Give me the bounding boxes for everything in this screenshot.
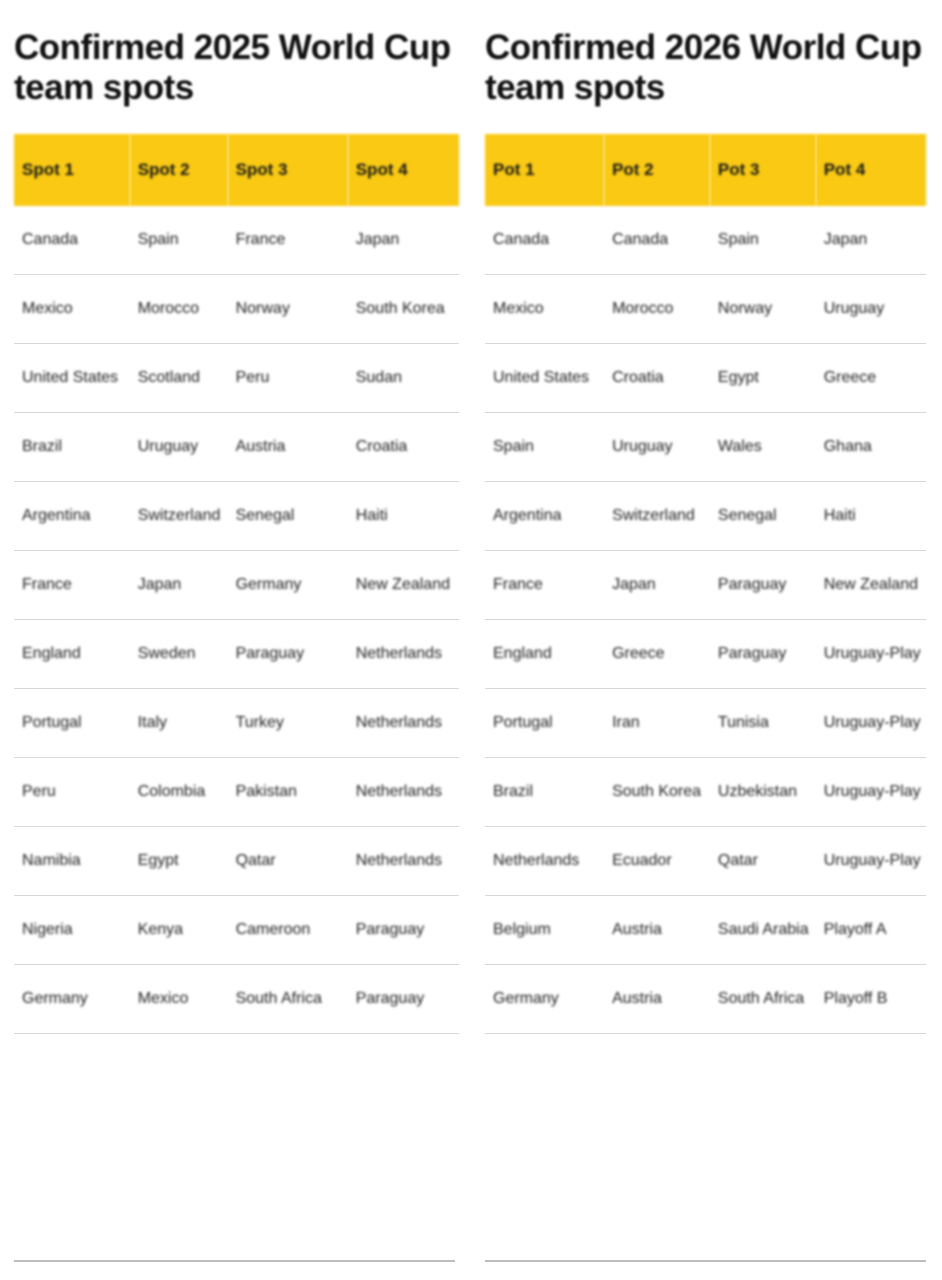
cell: United States <box>14 343 130 412</box>
cell: Croatia <box>348 412 459 481</box>
cell: Brazil <box>14 412 130 481</box>
cell: Japan <box>348 206 459 275</box>
right-column-header-3: Pot 3 <box>710 134 816 206</box>
table-row <box>14 757 459 826</box>
cell: South Korea <box>348 274 459 343</box>
cell: Belgium <box>485 895 604 964</box>
cell: Mexico <box>130 964 228 1033</box>
cell: Brazil <box>485 757 604 826</box>
table-row <box>14 412 459 481</box>
table-row <box>14 619 459 688</box>
cell: Uruguay <box>130 412 228 481</box>
table-row <box>14 274 459 343</box>
cell: Greece <box>604 619 710 688</box>
cell: Japan <box>604 550 710 619</box>
cell: England <box>485 619 604 688</box>
cell: France <box>14 550 130 619</box>
table-row <box>14 826 459 895</box>
table-row <box>485 826 926 895</box>
cell: Peru <box>14 757 130 826</box>
cell: Switzerland <box>130 481 228 550</box>
cell: Norway <box>228 274 348 343</box>
cell: Senegal <box>710 481 816 550</box>
cell: Uruguay <box>816 274 926 343</box>
cell: Mexico <box>14 274 130 343</box>
cell: France <box>485 550 604 619</box>
cell: Ghana <box>816 412 926 481</box>
cell: Paraguay <box>228 619 348 688</box>
table-row <box>485 550 926 619</box>
right-pots-table <box>485 134 926 1034</box>
cell: Germany <box>14 964 130 1033</box>
cell: Uruguay-Play <box>816 826 926 895</box>
left-column-header-3: Spot 3 <box>228 134 348 206</box>
cell: Sudan <box>348 343 459 412</box>
cell: Ecuador <box>604 826 710 895</box>
left-spots-table <box>14 134 459 1034</box>
cell: Germany <box>485 964 604 1033</box>
right-table-panel <box>471 0 942 1280</box>
cell: Cameroon <box>228 895 348 964</box>
cell: Spain <box>485 412 604 481</box>
table-header-row <box>485 134 926 206</box>
cell: Netherlands <box>348 757 459 826</box>
table-row <box>485 895 926 964</box>
table-row <box>14 688 459 757</box>
cell: Italy <box>130 688 228 757</box>
cell: Germany <box>228 550 348 619</box>
cell: Paraguay <box>710 619 816 688</box>
cell: Austria <box>604 964 710 1033</box>
table-row <box>485 481 926 550</box>
cell: Uruguay <box>604 412 710 481</box>
cell: Netherlands <box>485 826 604 895</box>
cell: Paraguay <box>348 964 459 1033</box>
cell: Egypt <box>130 826 228 895</box>
cell: Paraguay <box>710 550 816 619</box>
cell: Playoff A <box>816 895 926 964</box>
cell: France <box>228 206 348 275</box>
cell: Morocco <box>604 274 710 343</box>
cell: Switzerland <box>604 481 710 550</box>
table-row <box>485 619 926 688</box>
left-column-header-1: Spot 1 <box>14 134 130 206</box>
cell: Canada <box>485 206 604 275</box>
cell: Paraguay <box>348 895 459 964</box>
cell: New Zealand <box>348 550 459 619</box>
left-column-header-2: Spot 2 <box>130 134 228 206</box>
cell: United States <box>485 343 604 412</box>
cell: Japan <box>130 550 228 619</box>
table-row <box>14 895 459 964</box>
cell: Netherlands <box>348 619 459 688</box>
cell: England <box>14 619 130 688</box>
cell: Portugal <box>485 688 604 757</box>
cell: Morocco <box>130 274 228 343</box>
cell: Turkey <box>228 688 348 757</box>
cell: Netherlands <box>348 826 459 895</box>
left-table-title: Confirmed 2025 World Cup team spots <box>14 28 451 107</box>
cell: Nigeria <box>14 895 130 964</box>
cell: Tunisia <box>710 688 816 757</box>
cell: Qatar <box>228 826 348 895</box>
right-table-title: Confirmed 2026 World Cup team spots <box>485 28 922 107</box>
cell: Namibia <box>14 826 130 895</box>
left-table-body <box>14 206 459 1034</box>
table-row <box>485 343 926 412</box>
cell: Uruguay-Play <box>816 757 926 826</box>
table-row <box>485 412 926 481</box>
cell: Wales <box>710 412 816 481</box>
table-row <box>14 206 459 275</box>
cell: Playoff B <box>816 964 926 1033</box>
cell: Canada <box>604 206 710 275</box>
right-column-header-1: Pot 1 <box>485 134 604 206</box>
cell: Senegal <box>228 481 348 550</box>
cell: Mexico <box>485 274 604 343</box>
table-row <box>485 274 926 343</box>
cell: Argentina <box>485 481 604 550</box>
cell: Norway <box>710 274 816 343</box>
table-row <box>485 688 926 757</box>
cell: Scotland <box>130 343 228 412</box>
table-row <box>14 343 459 412</box>
table-header-row <box>14 134 459 206</box>
cell: Peru <box>228 343 348 412</box>
cell: Colombia <box>130 757 228 826</box>
cell: Uzbekistan <box>710 757 816 826</box>
cell: South Africa <box>228 964 348 1033</box>
cell: Croatia <box>604 343 710 412</box>
cell: Canada <box>14 206 130 275</box>
table-row <box>485 964 926 1033</box>
cell: Haiti <box>348 481 459 550</box>
cell: New Zealand <box>816 550 926 619</box>
right-bottom-divider <box>485 1260 926 1262</box>
cell: Austria <box>604 895 710 964</box>
cell: Egypt <box>710 343 816 412</box>
cell: South Korea <box>604 757 710 826</box>
right-table-header <box>485 134 926 206</box>
table-row <box>485 757 926 826</box>
cell: Pakistan <box>228 757 348 826</box>
cell: South Africa <box>710 964 816 1033</box>
cell: Haiti <box>816 481 926 550</box>
cell: Greece <box>816 343 926 412</box>
right-column-header-2: Pot 2 <box>604 134 710 206</box>
table-row <box>14 964 459 1033</box>
cell: Spain <box>130 206 228 275</box>
left-column-header-4: Spot 4 <box>348 134 459 206</box>
cell: Netherlands <box>348 688 459 757</box>
cell: Sweden <box>130 619 228 688</box>
cell: Kenya <box>130 895 228 964</box>
cell: Saudi Arabia <box>710 895 816 964</box>
cell: Japan <box>816 206 926 275</box>
left-table-header <box>14 134 459 206</box>
table-row <box>14 481 459 550</box>
table-row <box>14 550 459 619</box>
cell: Uruguay-Play <box>816 619 926 688</box>
cell: Portugal <box>14 688 130 757</box>
cell: Argentina <box>14 481 130 550</box>
right-column-header-4: Pot 4 <box>816 134 926 206</box>
right-table-body <box>485 206 926 1034</box>
cell: Austria <box>228 412 348 481</box>
table-row <box>485 206 926 275</box>
left-bottom-divider <box>14 1260 455 1262</box>
cell: Iran <box>604 688 710 757</box>
cell: Qatar <box>710 826 816 895</box>
cell: Uruguay-Play <box>816 688 926 757</box>
column-divider <box>471 0 472 1280</box>
cell: Spain <box>710 206 816 275</box>
